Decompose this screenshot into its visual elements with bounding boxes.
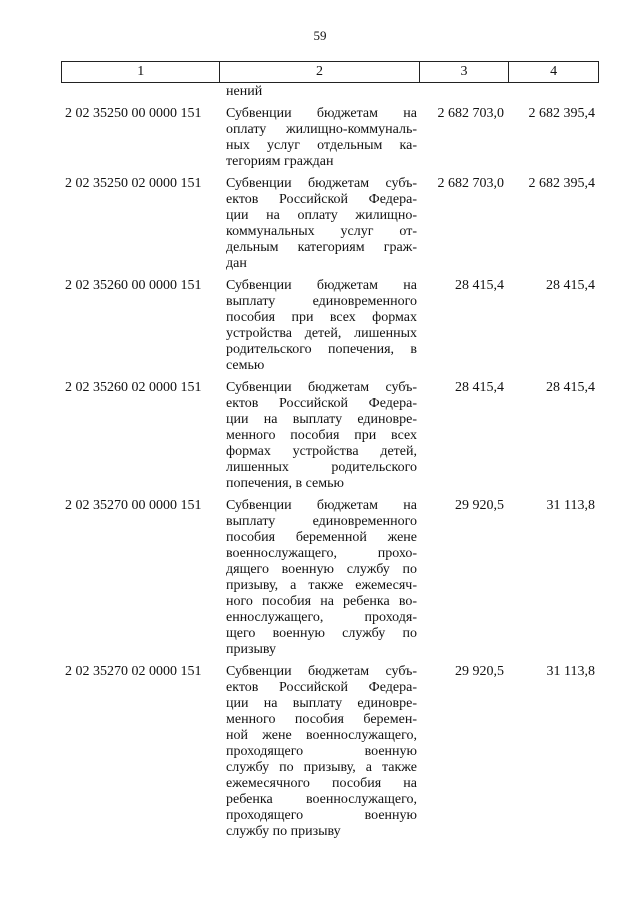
description-cell <box>219 106 419 170</box>
description-line: нений <box>226 84 263 99</box>
description-line: еннослужащего, проходя- <box>226 610 417 625</box>
description-line: ектов Российской Федера- <box>226 192 417 207</box>
table-row <box>61 498 599 658</box>
description-line: пособия при всех формах <box>226 310 417 325</box>
description-line: Субвенции бюджетам субъ- <box>226 664 417 679</box>
description-line: ежемесячного пособия на <box>226 776 417 791</box>
description-line: ного пособия на ребенка во- <box>226 594 417 609</box>
description-line: Субвенции бюджетам на <box>226 498 417 513</box>
description-line: ции на выплату единовре- <box>226 412 417 427</box>
description-line: призыву, а также ежемесяч- <box>226 578 417 593</box>
description-cell <box>219 664 419 840</box>
value-cell <box>419 84 509 100</box>
description-line: устройства детей, лишенных <box>226 326 417 341</box>
description-line: ции на выплату единовре- <box>226 696 417 711</box>
table-row <box>61 278 599 374</box>
value-cell: 29 920,5 <box>455 664 504 679</box>
description-line: дельным категориям граж- <box>226 240 417 255</box>
value-cell: 2 682 395,4 <box>528 106 595 121</box>
description-line: Субвенции бюджетам на <box>226 106 417 121</box>
table-row <box>61 664 599 840</box>
description-line: родительского попечения, в <box>226 342 417 357</box>
code-cell: 2 02 35260 02 0000 151 <box>65 380 202 395</box>
code-cell: 2 02 35270 02 0000 151 <box>65 664 202 679</box>
description-line: лишенных родительского <box>226 460 417 475</box>
value-cell: 28 415,4 <box>546 278 595 293</box>
description-line: призыву <box>226 642 277 657</box>
description-line: дящего военную службу по <box>226 562 417 577</box>
value-cell <box>509 84 599 100</box>
value-cell: 2 682 703,0 <box>437 176 504 191</box>
description-line: Субвенции бюджетам субъ- <box>226 380 417 395</box>
description-cell <box>219 498 419 658</box>
description-line: ребенка военнослужащего, <box>226 792 417 807</box>
description-line: службу по призыву <box>226 824 341 839</box>
value-cell: 2 682 703,0 <box>437 106 504 121</box>
description-line: ектов Российской Федера- <box>226 680 417 695</box>
table-row <box>61 380 599 492</box>
description-line: ной жене военнослужащего, <box>226 728 417 743</box>
description-line: пособия беременной жене <box>226 530 417 545</box>
description-line: ных услуг отдельным ка- <box>226 138 417 153</box>
description-line: выплату единовременного <box>226 294 417 309</box>
value-cell: 31 113,8 <box>546 664 595 679</box>
header-col-1: 1 <box>137 64 145 79</box>
value-cell: 29 920,5 <box>455 498 504 513</box>
header-col-4: 4 <box>508 62 598 82</box>
description-line: ектов Российской Федера- <box>226 396 417 411</box>
table-row <box>61 106 599 170</box>
description-line: ции на оплату жилищно- <box>226 208 417 223</box>
code-cell <box>61 84 219 100</box>
description-line: дан <box>226 256 247 271</box>
description-cell <box>219 380 419 492</box>
code-cell: 2 02 35260 00 0000 151 <box>65 278 202 293</box>
code-cell: 2 02 35250 00 0000 151 <box>65 106 202 121</box>
description-line: проходящего военную <box>226 808 417 823</box>
description-line: службу по призыву, а также <box>226 760 417 775</box>
value-cell: 28 415,4 <box>455 380 504 395</box>
description-line: тегориям граждан <box>226 154 334 169</box>
code-cell: 2 02 35270 00 0000 151 <box>65 498 202 513</box>
description-line: выплату единовременного <box>226 514 417 529</box>
continuation-row <box>61 84 599 100</box>
description-line: Субвенции бюджетам субъ- <box>226 176 417 191</box>
description-line: коммунальных услуг от- <box>226 224 417 239</box>
description-line: семью <box>226 358 265 373</box>
description-line: формах устройства детей, <box>226 444 417 459</box>
table-row <box>61 176 599 272</box>
value-cell: 28 415,4 <box>546 380 595 395</box>
description-cell <box>219 278 419 374</box>
table-header <box>61 61 599 83</box>
header-col-2: 2 <box>219 62 418 82</box>
description-line: военнослужащего, прохо- <box>226 546 417 561</box>
description-cell <box>219 84 419 100</box>
description-line: менного пособия при всех <box>226 428 417 443</box>
description-line: проходящего военную <box>226 744 417 759</box>
value-cell: 31 113,8 <box>546 498 595 513</box>
code-cell: 2 02 35250 02 0000 151 <box>65 176 202 191</box>
description-line: оплату жилищно-коммуналь- <box>226 122 417 137</box>
table-body <box>61 84 599 846</box>
page-number: 59 <box>313 28 327 43</box>
description-line: попечения, в семью <box>226 476 344 491</box>
description-cell <box>219 176 419 272</box>
description-line: щего военную службу по <box>226 626 417 641</box>
description-line: менного пособия беремен- <box>226 712 417 727</box>
header-col-3: 3 <box>419 62 509 82</box>
description-line: Субвенции бюджетам на <box>226 278 417 293</box>
value-cell: 2 682 395,4 <box>528 176 595 191</box>
value-cell: 28 415,4 <box>455 278 504 293</box>
